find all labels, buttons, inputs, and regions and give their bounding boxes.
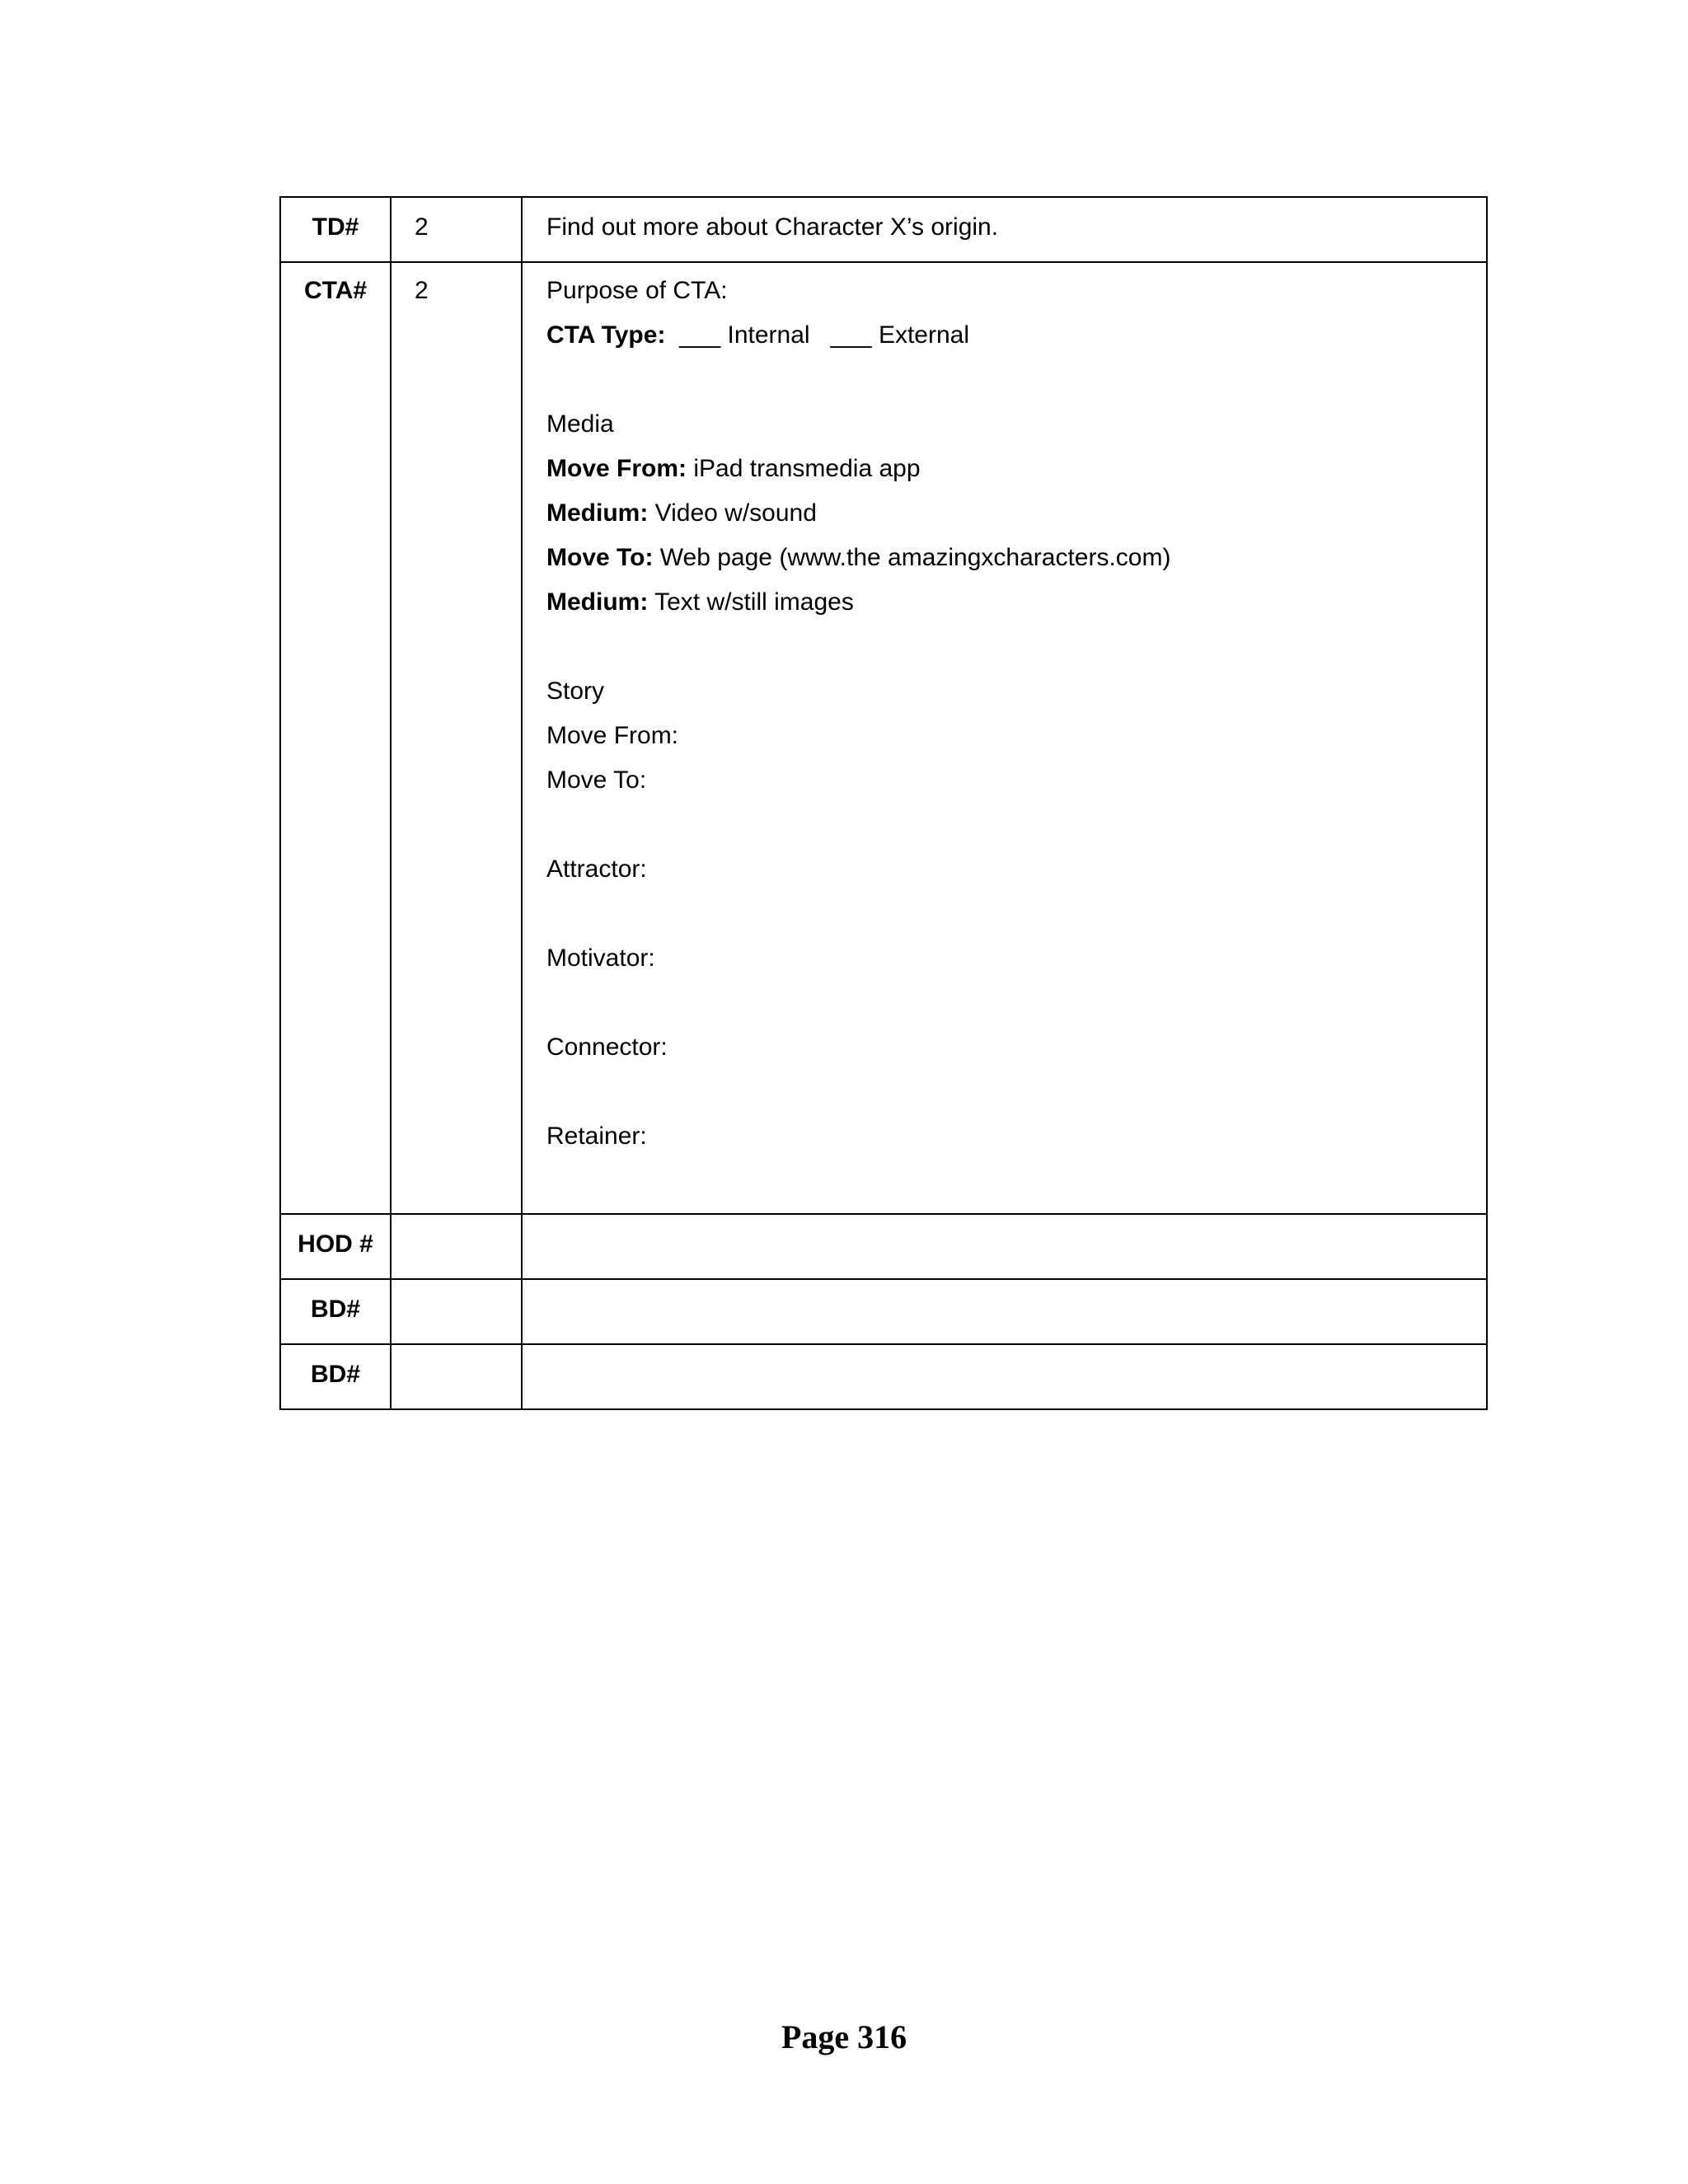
- retainer-field: Retainer:: [546, 1122, 647, 1150]
- cta-label: CTA#: [280, 262, 391, 1214]
- move-from-value: iPad transmedia app: [687, 455, 921, 482]
- page-number: Page 316: [781, 2018, 907, 2055]
- cta-row: [280, 262, 1487, 1214]
- cta-details: [522, 262, 1487, 1214]
- bd-content-1: [522, 1279, 1487, 1344]
- bd-number-2: [391, 1344, 522, 1409]
- bd-label-2: BD#: [280, 1344, 391, 1409]
- media-heading: Media: [546, 410, 614, 438]
- cta-number: 2: [391, 262, 522, 1214]
- worksheet-table: [279, 196, 1488, 1410]
- medium-1-label: Medium:: [546, 499, 649, 527]
- medium-2-value: Text w/still images: [648, 588, 854, 616]
- medium-1-value: Video w/sound: [648, 499, 817, 527]
- hod-content: [522, 1214, 1487, 1279]
- bd-number-1: [391, 1279, 522, 1344]
- media-medium-1: [546, 499, 1486, 543]
- move-to-value: Web page (www.the amazingxcharacters.com): [653, 544, 1171, 571]
- bd-row-2: [280, 1344, 1487, 1409]
- media-medium-2: [546, 588, 1486, 632]
- move-from-label: Move From:: [546, 455, 687, 482]
- bd-content-2: [522, 1344, 1487, 1409]
- cta-type-label: CTA Type:: [546, 321, 666, 349]
- move-to-label: Move To:: [546, 544, 654, 571]
- story-move-from: Move From:: [546, 722, 679, 749]
- hod-row: [280, 1214, 1487, 1279]
- media-move-from: [546, 454, 1486, 499]
- hod-number: [391, 1214, 522, 1279]
- attractor-field: Attractor:: [546, 855, 647, 883]
- cta-type-options: ___ Internal ___ External: [665, 321, 970, 349]
- td-number: 2: [391, 197, 522, 262]
- td-description: Find out more about Character X’s origin.: [522, 197, 1487, 262]
- td-row: [280, 197, 1487, 262]
- connector-field: Connector:: [546, 1033, 668, 1061]
- hod-label: HOD #: [280, 1214, 391, 1279]
- media-move-to: [546, 543, 1486, 588]
- cta-type-line: [546, 321, 1486, 365]
- td-label: TD#: [280, 197, 391, 262]
- bd-label-1: BD#: [280, 1279, 391, 1344]
- medium-2-label: Medium:: [546, 588, 649, 616]
- story-move-to: Move To:: [546, 766, 647, 794]
- story-heading: Story: [546, 677, 605, 705]
- cta-purpose: Purpose of CTA:: [546, 277, 728, 304]
- motivator-field: Motivator:: [546, 944, 655, 972]
- bd-row-1: [280, 1279, 1487, 1344]
